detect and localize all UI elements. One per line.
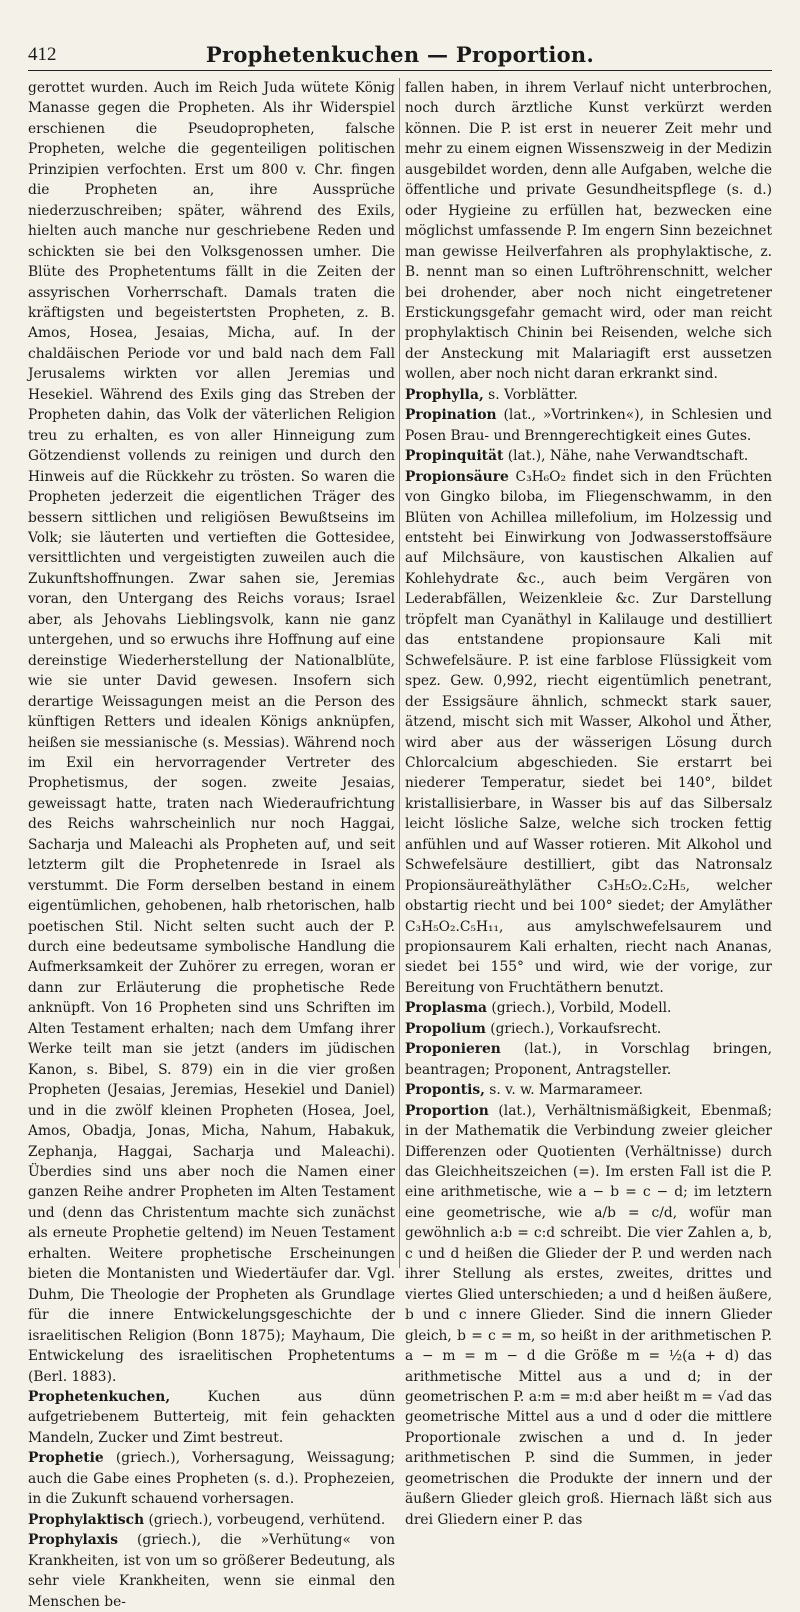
entry-text: (griech.), Vorbild, Modell.	[486, 1000, 672, 1017]
column-divider	[399, 78, 400, 1268]
headword: Propolium	[405, 1020, 486, 1037]
entry-prophetie	[28, 1448, 395, 1509]
entry-propionsaeure	[405, 467, 772, 999]
entry-text: (griech.), Vorkaufsrecht.	[485, 1020, 662, 1037]
entry-text: C₃H₆O₂ findet sich in den Früchten von Gingko biloba, im Fliegenschwamm, in den Blüten von Achillea millefolium, im Holzessig und entsteht bei Einwirkung von Jodwasserstoffsäure auf Milchsäure, von kaustischen Alkalien auf Kohlehydrate &c., auch beim Vergären von Lederabfällen, Weizenkleie &c. Zur Darstellung tröpfelt man Cyanäthyl in Kalilauge und destilliert das entstandene propionsaure Kali mit Schwefelsäure. P. ist eine farblose Flüssigkeit vom spez. Gew. 0,992, riecht eigentümlich penetrant, der Essigsäure ähnlich, schmeckt stark sauer, ätzend, mischt sich mit Wasser, Alkohol und Äther, wird aber aus der wässerigen Lösung durch Chlorcalcium abgeschieden. Sie erstarrt bei niederer Temperatur, siedet bei 140°, bildet kristallisierbare, in Wasser bis auf das Silbersalz leicht lösliche Salze, welche sich trocken fettig anfühlen und auf Wasser rotieren. Mit Alkohol und Schwefelsäure destilliert, gibt das Natronsalz Propionsäureäthyläther C₃H₅O₂.C₂H₅, welcher obstartig riecht und bei 100° siedet; der Amyläther C₃H₅O₂.C₅H₁₁, aus amylschwefelsaurem und propionsaurem Kali erhalten, riecht nach Ananas, siedet bei 155° und wird, wie der vorige, zur Bereitung von Fruchtäthern benutzt.	[405, 468, 772, 996]
headword: Proplasma	[405, 1000, 487, 1017]
entry-text: s. Vorblätter.	[483, 386, 578, 403]
entry-text: (lat.), in Vorschlag bringen, beantragen; Proponent, Antragsteller.	[405, 1041, 772, 1078]
left-column	[28, 78, 395, 1610]
headword: Propination	[405, 407, 497, 424]
entry-propontis	[405, 1080, 772, 1100]
entry-propolium	[405, 1019, 772, 1039]
entry-text: Kuchen aus dünn aufgetriebenem Butterteig, mit fein gehackten Mandeln, Zucker und Zimt bestreut.	[28, 1389, 395, 1446]
page-header	[28, 40, 772, 71]
entry-prophylaxis	[28, 1530, 395, 1612]
right-column	[405, 78, 772, 1528]
entry-proportion	[405, 1101, 772, 1531]
entry-proplasma	[405, 998, 772, 1018]
headword: Prophetenkuchen,	[28, 1389, 171, 1405]
entry-text: (lat.), Nähe, nahe Verwandtschaft.	[503, 448, 749, 465]
headword: Prophylla,	[405, 386, 484, 403]
prophylaxis-continuation: fallen haben, in ihrem Verlauf nicht unterbrochen, noch durch ärztliche Kunst verkürzt werden können. Die P. ist erst in neuerer Zeit mehr und mehr zu einem eignen Wissenszweig in der Medizin ausgebildet worden, denn alle Aufgaben, welche die öffentliche und private Gesundheitspflege (s. d.) oder Hygieine zu erfüllen hat, bezwecken eine möglichst umfassende P. Im engern Sinn bezeichnet man gewisse Heilverfahren als prophylaktische, z. B. nennt man so einen Luftröhrenschnitt, welcher bei drohender, aber noch nicht eingetretener Erstickungsgefahr gemacht wird, oder man reicht prophylaktisch Chinin bei Reisenden, welche sich der Ansteckung mit Malariagift erst aussetzen wollen, aber noch nicht daran erkrankt sind.	[405, 80, 772, 383]
entry-prophylaktisch	[28, 1510, 395, 1530]
prophet-article-continuation: gerottet wurden. Auch im Reich Juda wütete König Manasse gegen die Propheten. Als ihr Widerspiel erschienen die Pseudopropheten, falsche Propheten, welche die gegenteiligen politischen Prinzipien verfochten. Erst um 800 v. Chr. fingen die Propheten an, ihre Aussprüche niederzuschreiben; später, während des Exils, hielten auch manche nur geschriebene Reden und schickten sie bei den Volksgenossen umher. Die Blüte des Prophetentums fällt in die Zeiten der assyrischen Vorherrschaft. Damals traten die kräftigsten und begeistertsten Propheten, z. B. Amos, Hosea, Jesaias, Micha, auf. In der chaldäischen Periode vor und bald nach dem Fall Jerusalems wirkten vor allen Jeremias und Hesekiel. Während des Exils ging das Streben der Propheten dahin, das Volk der väterlichen Religion treu zu erhalten, es von aller Hinneigung zum Götzendienst vollends zu reinigen und durch den Hinweis auf die Rückkehr zu trösten. So waren die Propheten jederzeit die eigentlichen Träger des bessern sittlichen und religiösen Bewußtseins im Volk; sie läuterten und vertieften die Gottesidee, versittlichten und vergeistigten zuweilen auch die Zukunftshoffnungen. Zwar sahen sie, Jeremias voran, den Untergang des Reichs voraus; Israel aber, als Jehovahs Lieblingsvolk, kann nie ganz untergehen, und so erwuchs ihre Hoffnung auf eine dereinstige Wiederherstellung der Nationalblüte, wie sie unter David gewesen. Insofern sich derartige Weissagungen meist an die Person des künftigen Retters und idealen Königs anknüpfen, heißen sie messianische (s. Messias). Während noch im Exil ein hervorragender Vertreter des Prophetismus, der sogen. zweite Jesaias, geweissagt hatte, traten nach Wiederaufrichtung des Reichs wahrscheinlich nur noch Haggai, Sacharja und Maleachi als Propheten auf, und seit letzterm gilt die Prophetenrede in Israel als verstummt. Die Form derselben bestand in einem eigentümlichen, gehobenen, halb rhetorischen, halb poetischen Stil. Nicht selten sucht auch der P. durch eine bedeutsame symbolische Handlung die Aufmerksamkeit der Zuhörer zu erregen, woran er dann zur Erläuterung die prophetische Rede anknüpft. Von 16 Propheten sind uns Schriften im Alten Testament erhalten; nach dem Umfang ihrer Werke teilt man sie jetzt (anders im jüdischen Kanon, s. Bibel, S. 879) ein in die vier großen Propheten (Jesaias, Jeremias, Hesekiel und Daniel) und in die zwölf kleinen Propheten (Hosea, Joel, Amos, Obadja, Jonas, Micha, Nahum, Habakuk, Zephanja, Haggai, Sacharja und Maleachi). Überdies sind uns aber noch die Namen einer ganzen Reihe andrer Propheten im Alten Testament und (denn das Christentum machte sich zunächst als erneute Prophetie geltend) im Neuen Testament erhalten. Weitere prophetische Erscheinungen bieten die Montanisten und Wiedertäufer dar. Vgl. Duhm, Die Theologie der Propheten als Grundlage für die innere Entwickelungsgeschichte der israelitischen Religion (Bonn 1875); Mayhaum, Die Entwickelung des israelitischen Prophetentums (Berl. 1883).	[28, 80, 395, 1385]
running-title: Prophetenkuchen — Proportion.	[205, 42, 595, 67]
headword: Proponieren	[405, 1041, 501, 1058]
entry-text: (griech.), Vorhersagung, Weissagung; auch die Gabe eines Propheten (s. d.). Prophezeien, in die Zukunft schauend vorhersagen.	[28, 1450, 395, 1508]
entry-text: (griech.), die »Verhütung« von Krankheiten, ist von um so größerer Bedeutung, als sehr viele Krankheiten, wenn sie einmal den Menschen be-	[28, 1532, 395, 1610]
entry-text: s. v. w. Marmarameer.	[484, 1082, 643, 1099]
entry-prophetenkuchen	[28, 1387, 395, 1448]
entry-text: (lat., »Vortrinken«), in Schlesien und Posen Brau- und Brenngerechtigkeit eines Gutes.	[405, 407, 772, 444]
entry-text: (lat.), Verhältnismäßigkeit, Ebenmaß; in der Mathematik die Verbindung zweier gleicher Differenzen oder Quotienten (Verhältnisse) durch das Gleichheitszeichen (=). Im ersten Fall ist die P. eine arithmetische, wie a − b = c − d; im letztern eine geometrische, wie a/b = c/d, wofür man gewöhnlich a:b = c:d schreibt. Die vier Zahlen a, b, c und d heißen die Glieder der P. und werden nach ihrer Stellung als erstes, zweites, drittes und viertes Glied unterschieden; a und d heißen äußere, b und c innere Glieder. Sind die innern Glieder gleich, b = c = m, so heißt in der arithmetischen P. a − m = m − d die Größe m = ½(a + d) das arithmetische Mittel aus a und d; in der geometrischen P. a:m = m:d aber heißt m = √ad das geometrische Mittel aus a und d oder die mittlere Proportionale zwischen a und d. In jeder arithmetischen P. sind die Summen, in jeder geometrischen die Produkte der innern und der äußern Glieder gleich groß. Hiernach läßt sich aus drei Gliedern einer P. das	[405, 1102, 772, 1528]
entry-propinquitaet	[405, 446, 772, 466]
headword: Propionsäure	[405, 468, 509, 485]
page-number: 412	[28, 44, 57, 65]
headword: Proportion	[405, 1102, 489, 1119]
entry-prophylla	[405, 385, 772, 405]
entry-propination	[405, 405, 772, 446]
headword: Prophylaxis	[28, 1532, 118, 1549]
headword: Propinquität	[405, 448, 504, 465]
entry-proponieren	[405, 1039, 772, 1080]
headword: Prophylaktisch	[28, 1511, 145, 1528]
headword: Prophetie	[28, 1450, 104, 1467]
entry-text: (griech.), vorbeugend, verhütend.	[144, 1511, 386, 1528]
headword: Propontis,	[405, 1082, 485, 1099]
